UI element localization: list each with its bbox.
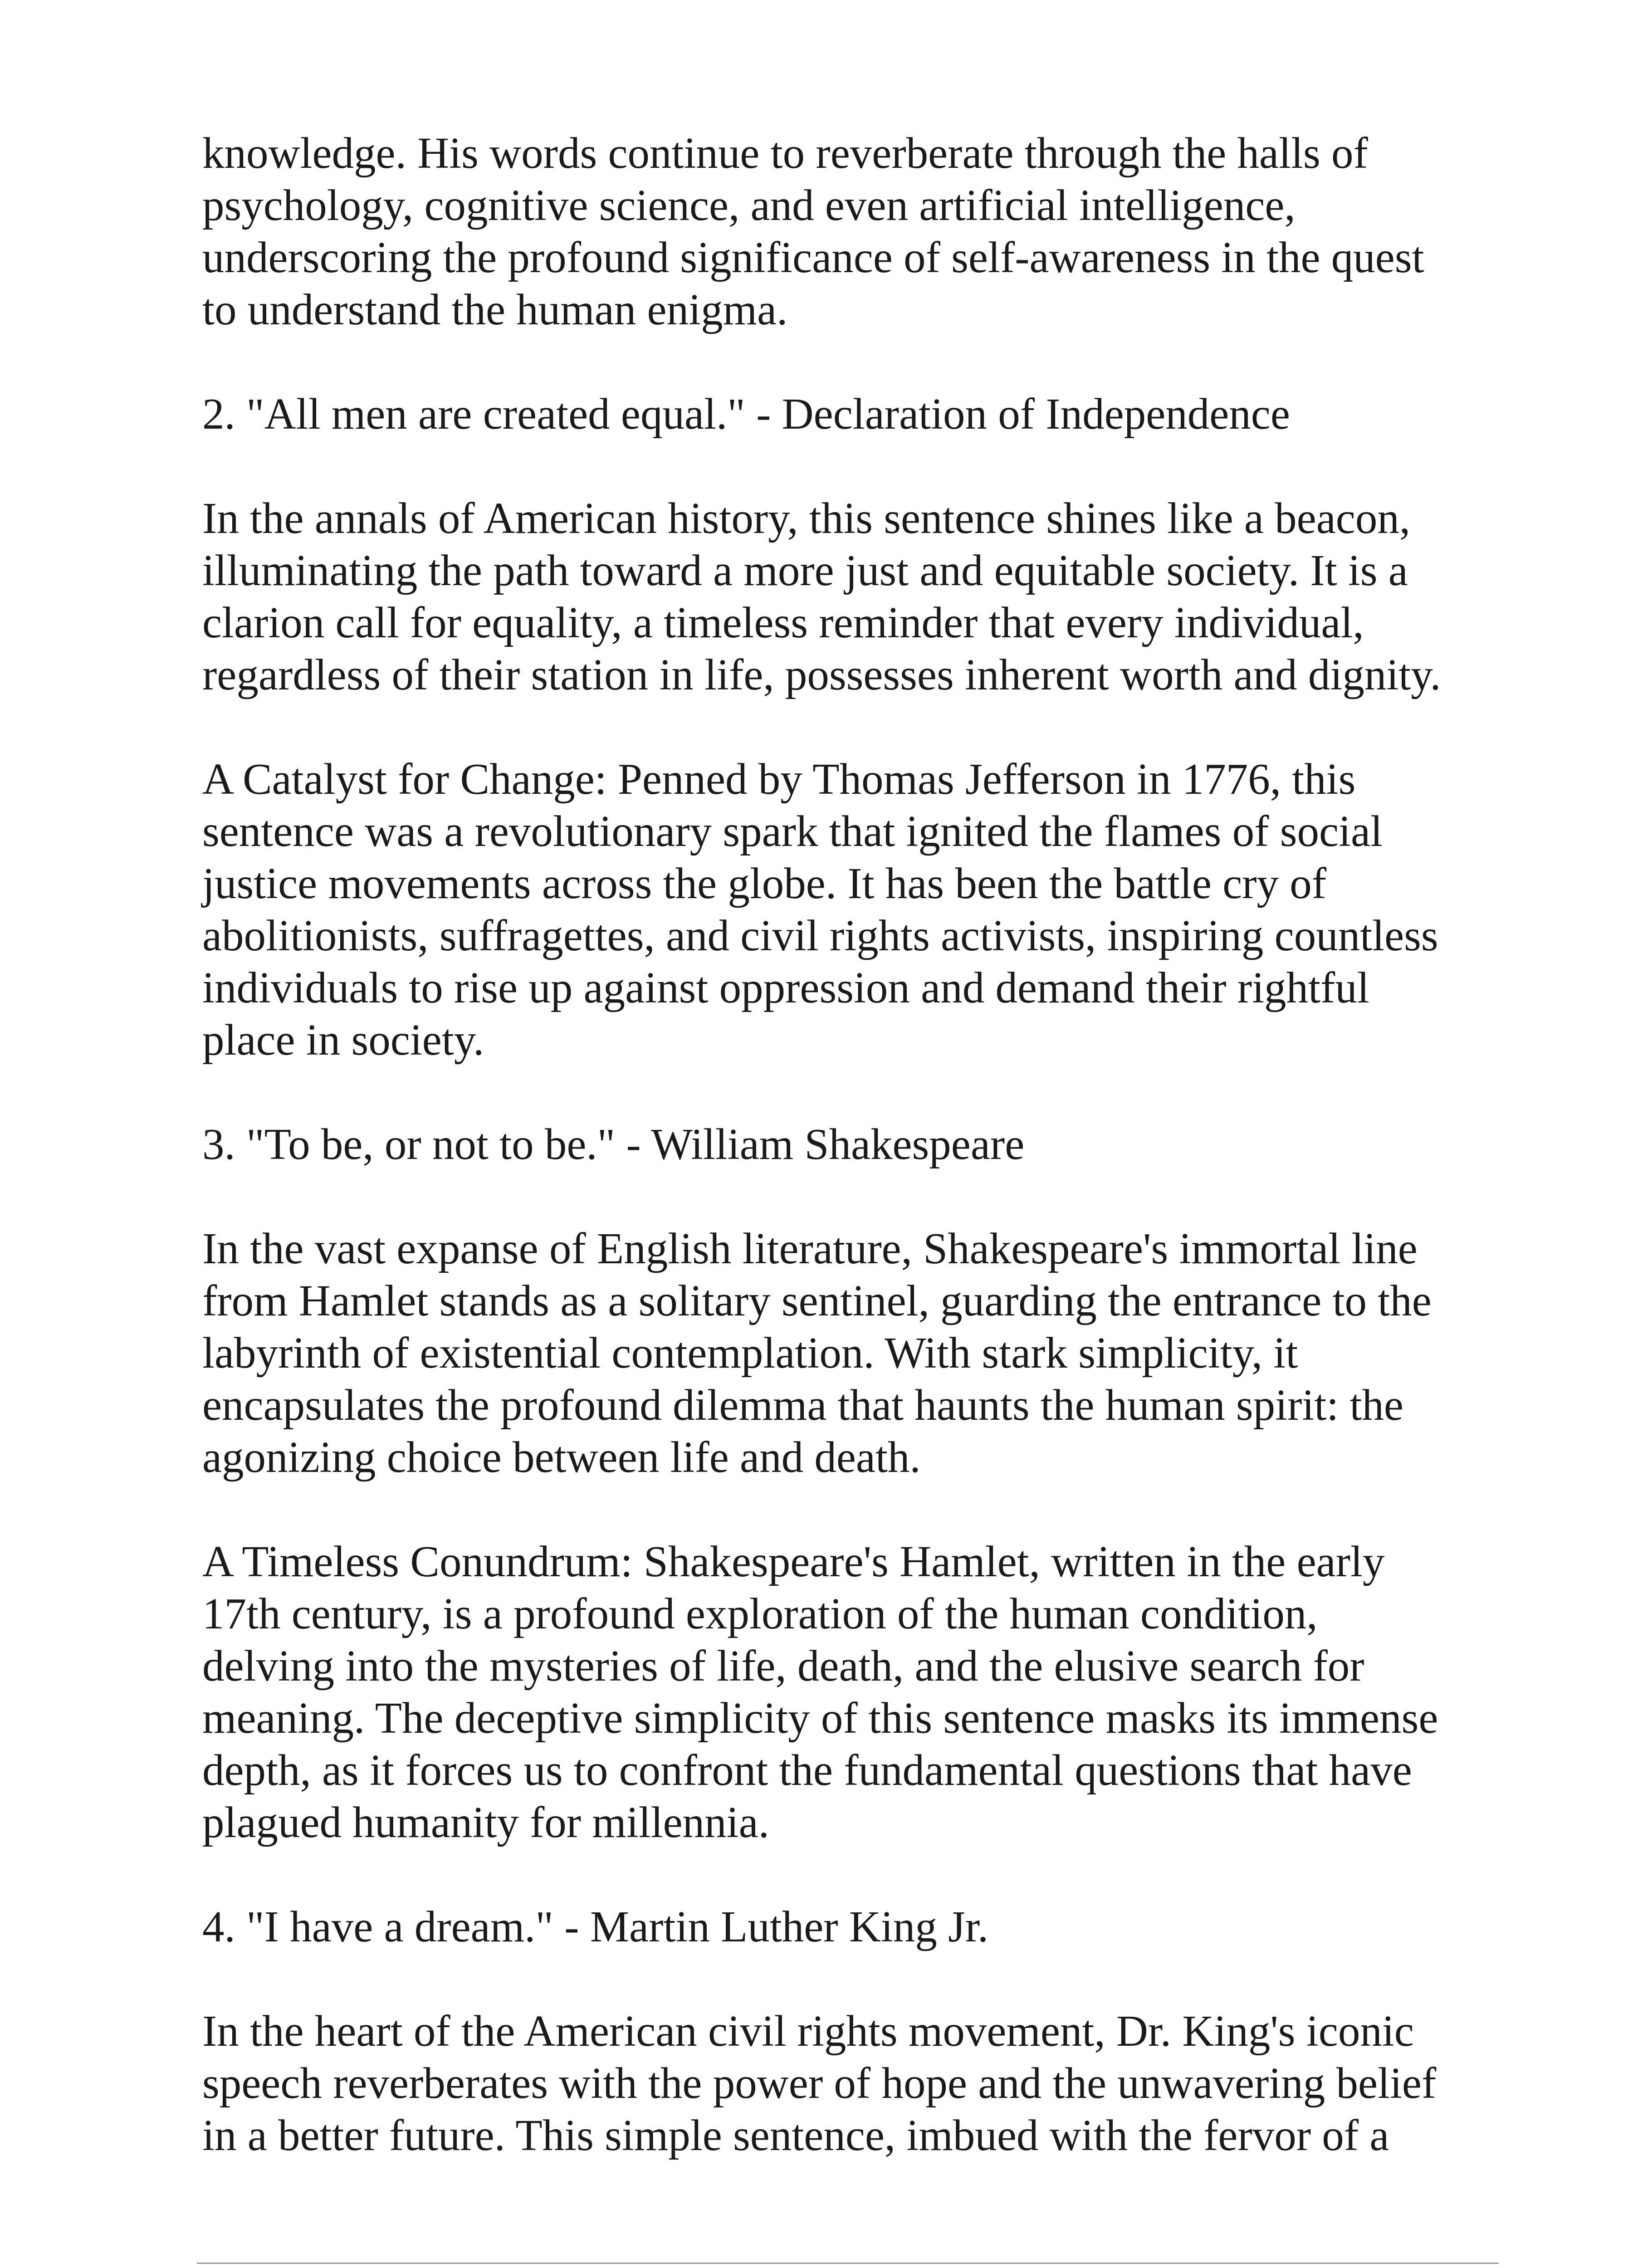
paragraph: A Catalyst for Change: Penned by Thomas Jefferson in 1776, this sentence was a revolutionary spark that ignited the flames of social justice movements across the globe. It has been the battle cry of abolitionists, suffragettes, and civil rights activists, inspiring countless individuals to rise up against oppression and demand their rightful place in society. <box>202 755 1438 1064</box>
paragraph: In the annals of American history, this sentence shines like a beacon, illuminating the path toward a more just and equitable society. It is a clarion call for equality, a timeless reminder that every individual, regardless of their station in life, possesses inherent worth and dignity. <box>202 494 1441 699</box>
paragraph: In the heart of the American civil rights movement, Dr. King's iconic speech reverberates with the power of hope and the unwavering belief in a better future. This simple sentence, imbued with the fervor of a <box>202 2007 1437 2160</box>
quote-heading-4: 4. "I have a dream." - Martin Luther King Jr. <box>202 1902 989 1951</box>
quote-heading-3: 3. "To be, or not to be." - William Shakespeare <box>202 1120 1025 1168</box>
paragraph-continuation: knowledge. His words continue to reverberate through the halls of psychology, cognitive science, and even artificial intelligence, underscoring the profound significance of self-awareness in the quest to understand the human enigma. <box>202 129 1424 334</box>
footer-divider <box>197 2263 1499 2264</box>
quote-heading-2: 2. "All men are created equal." - Declaration of Independence <box>202 390 1290 438</box>
paragraph: A Timeless Conundrum: Shakespeare's Hamlet, written in the early 17th century, is a profound exploration of the human condition, delving into the mysteries of life, death, and the elusive search for meaning. The deceptive simplicity of this sentence masks its immense depth, as it forces us to confront the fundamental questions that have plagued humanity for millennia. <box>202 1537 1438 1847</box>
paragraph: In the vast expanse of English literature, Shakespeare's immortal line from Hamlet stands as a solitary sentinel, guarding the entrance to the labyrinth of existential contemplation. With stark simplicity, it encapsulates the profound dilemma that haunts the human spirit: the agonizing choice between life and death. <box>202 1224 1432 1481</box>
page-body <box>202 127 1518 2161</box>
